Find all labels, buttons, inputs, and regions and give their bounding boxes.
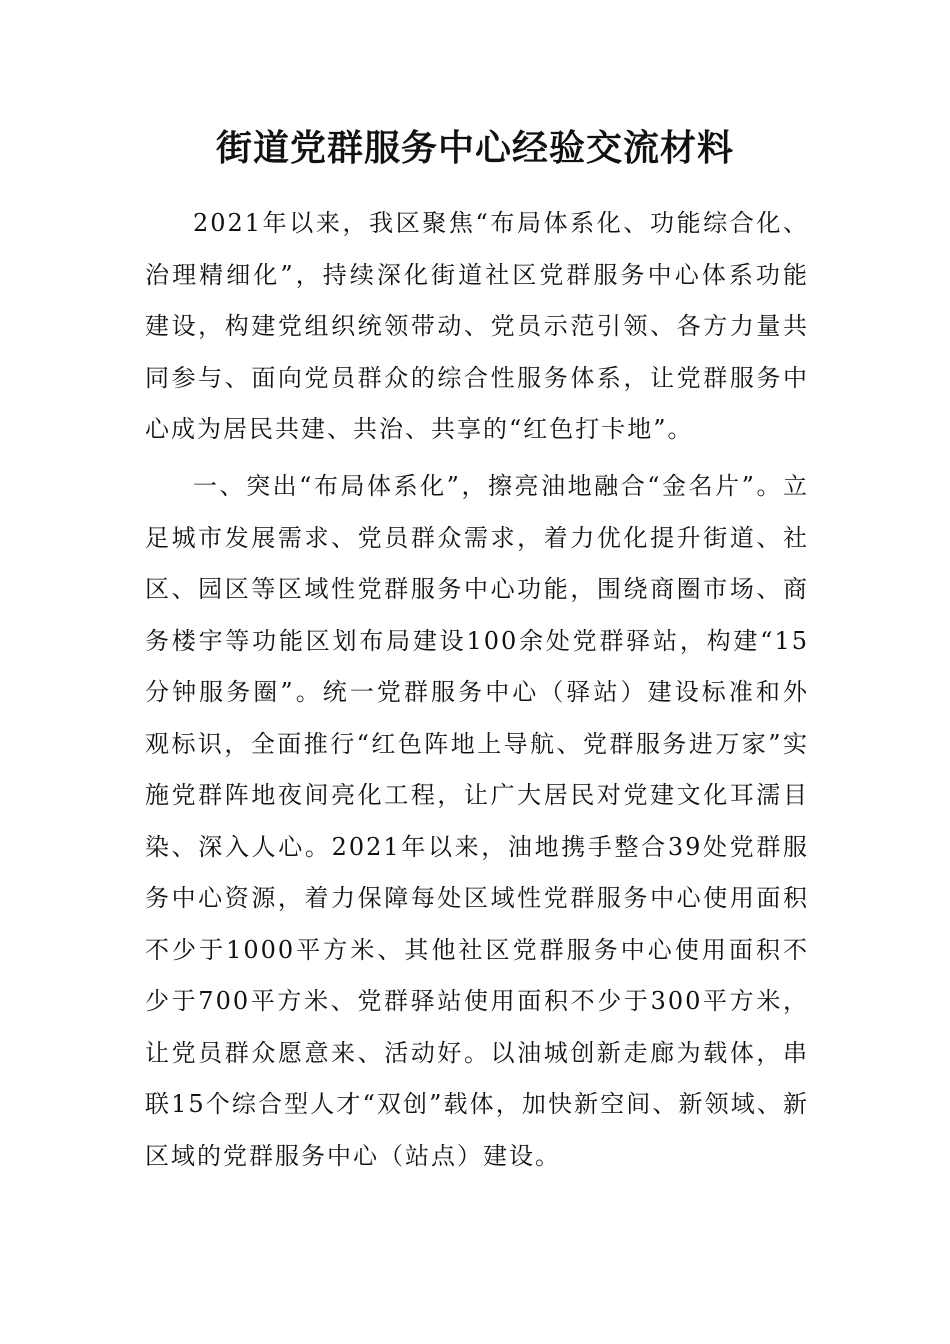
section-one-paragraph: 一、突出“布局体系化”，擦亮油地融合“金名片”。立足城市发展需求、党员群众需求，着力优化提升街道、社区、园区等区域性党群服务中心功能，围绕商圈市场、商务楼宇等功能区划布局建设100余处党群驿站，构建“15分钟服务圈”。统一党群服务中心（驿站）建设标准和外观标识，全面推行“红色阵地上导航、党群服务进万家”实施党群阵地夜间亮化工程，让广大居民对党建文化耳濡目染、深入人心。2021年以来，油地携手整合39处党群服务中心资源，着力保障每处区域性党群服务中心使用面积不少于1000平方米、其他社区党群服务中心使用面积不少于700平方米、党群驿站使用面积不少于300平方米，让党员群众愿意来、活动好。以油城创新走廊为载体，串联15个综合型人才“双创”载体，加快新空间、新领域、新区域的党群服务中心（站点）建设。 (145, 472, 809, 1170)
document-title: 街道党群服务中心经验交流材料 (215, 127, 734, 169)
intro-paragraph: 2021年以来，我区聚焦“布局体系化、功能综合化、治理精细化”，持续深化街道社区党群服务中心体系功能建设，构建党组织统领带动、党员示范引领、各方力量共同参与、面向党员群众的综合性服务体系，让党群服务中心成为居民共建、共治、共享的“红色打卡地”。 (145, 209, 809, 443)
